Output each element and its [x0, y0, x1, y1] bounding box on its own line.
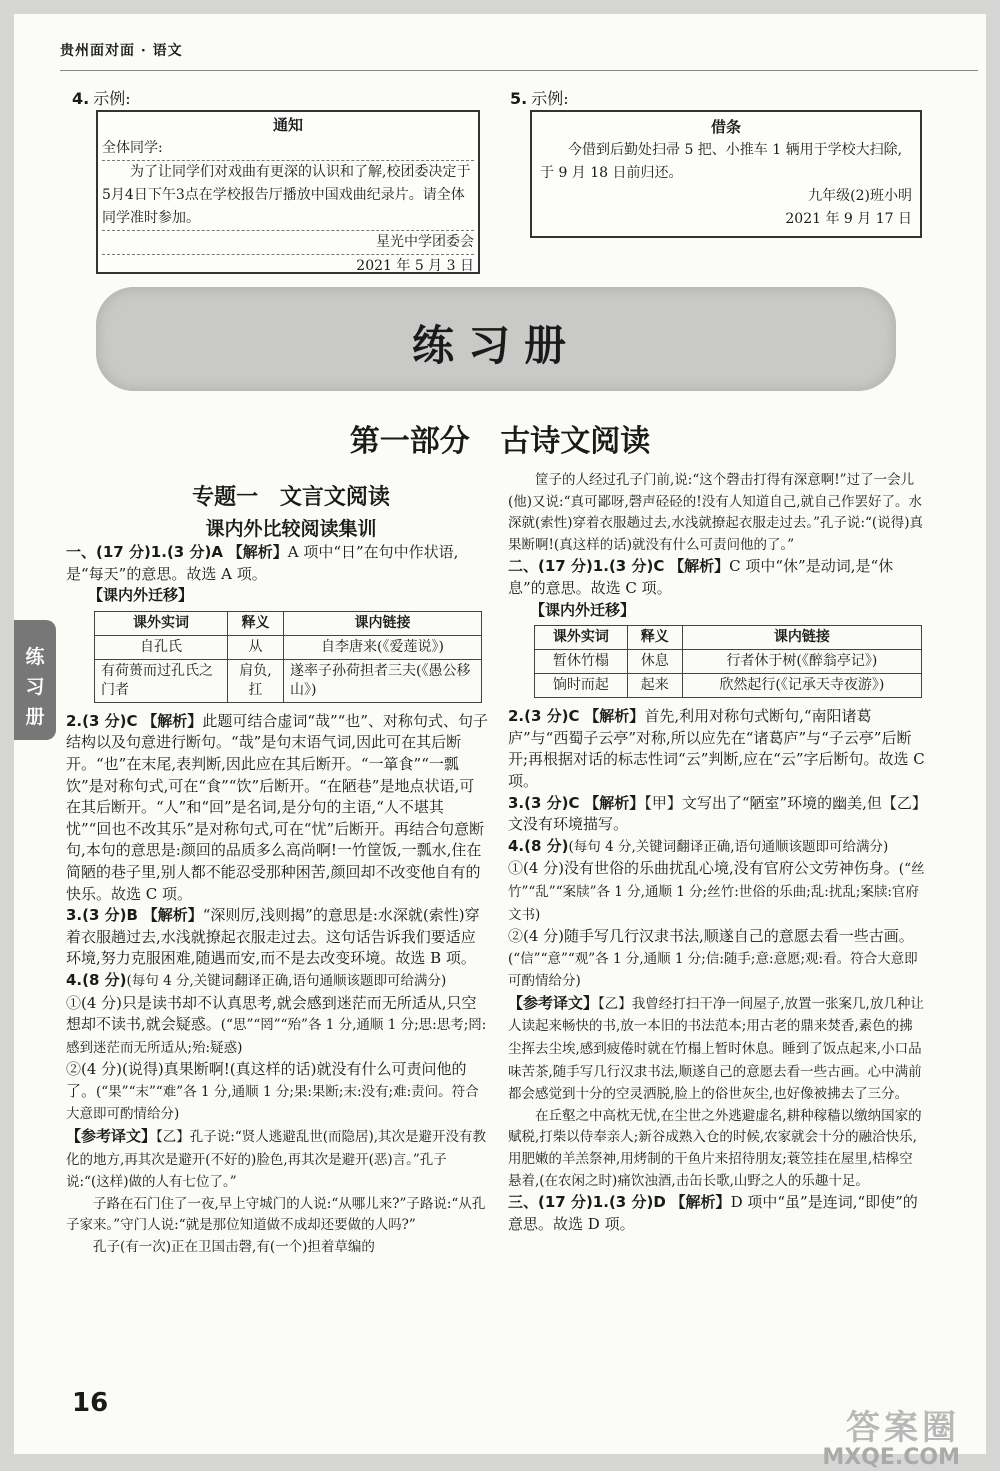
q4-a1-note: (“思”“罔”“殆”各 1 分,通顺 1 分;思:思考;罔:感到迷茫而无所适从;殆:疑惑): [66, 1017, 487, 1056]
iou-box: [530, 110, 922, 238]
notice-salutation: 全体同学:: [102, 137, 474, 161]
table-cell: 遂率子孙荷担者三夫(《愚公移山》): [284, 659, 482, 702]
table-header: 释义: [627, 626, 682, 650]
banner-title: 练习册: [411, 321, 580, 370]
transfer2-table: [534, 625, 922, 698]
side-tab: [14, 620, 56, 740]
table-cell: 自李唐来(《爱莲说》): [284, 635, 482, 659]
reference-text: 【乙】我曾经打扫干净一间屋子,放置一张案几,放几种让人读起来畅快的书,放一本旧的书法范本;用古老的鼎来焚香,素色的拂尘挥去尘埃,感到疲倦时就在竹榻上暂时休息。睡到了饭点起来,小口品味苦茶,随手写几行汉隶书法,顺遂自己的意愿去看一些古画。心中满前都会感觉到十分的空灵洒脱,脸上的俗世灰尘,也好像被拂去了三分。: [508, 995, 924, 1103]
q1-tag: 【解析】: [227, 543, 288, 561]
watermark: [822, 1400, 960, 1470]
q3-1-tag: 【解析】: [670, 1193, 731, 1212]
q2-4-reference: [508, 993, 926, 1106]
table-header: 课外实词: [535, 626, 628, 650]
watermark-line2: MXQE.COM: [822, 1445, 960, 1470]
q4-answer: [66, 970, 488, 993]
table-cell: 暂休竹榻: [535, 650, 628, 674]
transfer2-tag: 【课内外迁移】: [530, 600, 636, 619]
q4-reference: [66, 1126, 488, 1194]
table-cell: 欣然起行(《记承天寺夜游》): [682, 674, 921, 698]
q2-3-text: 【甲】文写出了“陋室”环境的幽美,但【乙】文没有环境描写。: [508, 793, 920, 834]
reference-continuation: 筐子的人经过孔子门前,说:“这个磬击打得有深意啊!”过了一会儿(他)又说:“真可鄙呀,磬声硁硁的!没有人知道自己,就自己作罢好了。水深就(索性)穿着衣服趟过去,水浅就撩起衣服走过去。”孔子说:“(说得)真果断啊!(真这样的话)就没有什么可责问他的了。”: [508, 472, 923, 553]
q2-4-note: (每句 4 分,关键词翻译正确,语句通顺该题即可给满分): [568, 838, 889, 855]
sub-title: 课内外比较阅读集训: [205, 518, 377, 540]
section-banner: [96, 287, 896, 391]
notice-title: 通知: [272, 116, 303, 134]
iou-signer: 九年级(2)班小明: [808, 188, 912, 204]
notice-signer: 星光中学团委会: [102, 231, 474, 255]
table-cell: 从: [228, 635, 284, 659]
q1-head: 一、(17 分)1.(3 分)A: [66, 543, 223, 561]
iou-title: 借条: [710, 118, 741, 136]
table-cell: 有荷蒉而过孔氏之门者: [95, 659, 228, 702]
example-4-number: 4.: [72, 89, 90, 108]
reference-tag: 【参考译文】: [66, 1127, 157, 1146]
table-cell: 肩负,扛: [228, 659, 284, 702]
page-number: 16: [72, 1388, 109, 1418]
q2-tag: 【解析】: [142, 711, 203, 730]
q2-4-a1-note: (“丝竹”“乱”“案牍”各 1 分,通顺 1 分;丝竹:世俗的乐曲;乱:扰乱;案牍:官府文书): [508, 861, 925, 923]
reference-tag: 【参考译文】: [508, 993, 599, 1012]
q4-a2-text: ②(4 分)(说得)真果断啊!(真这样的话)就没有什么可责问他的了。: [66, 1060, 467, 1100]
header-divider: [60, 70, 978, 71]
q4-a2: [66, 1059, 488, 1126]
table-cell: 休息: [627, 650, 682, 674]
q2-4-a2: [508, 926, 926, 993]
q2-1-head: 二、(17 分)1.(3 分)C: [508, 557, 665, 576]
q3-1-text: D 项中“虽”是连词,“即使”的意思。故选 D 项。: [508, 1193, 918, 1233]
q2-3-head: 3.(3 分)C: [508, 793, 580, 812]
transfer1-table: [94, 611, 482, 703]
q2-3-answer: [508, 793, 926, 836]
table-row: [535, 674, 922, 698]
iou-date: 2021 年 9 月 17 日: [785, 211, 912, 227]
q2-head: 2.(3 分)C: [66, 711, 138, 730]
table-header-row: [95, 611, 482, 635]
topic-title: 专题一 文言文阅读: [192, 485, 390, 510]
q3-1-answer: [508, 1192, 926, 1235]
q2-4-a1: [508, 858, 926, 926]
q2-4-head: 4.(8 分): [508, 836, 569, 855]
q2-1-text: C 项中“休”是动词,是“休息”的意思。故选 C 项。: [508, 557, 894, 597]
reference-text: 【乙】孔子说:“贤人逃避乱世(而隐居),其次是避开没有教化的地方,再其次是避开(不好的)脸色,再其次是避开(恶)言。”孔子说:“(这样)做的人有七位了。”: [66, 1129, 487, 1191]
q3-1-head: 三、(17 分)1.(3 分)D: [508, 1193, 666, 1212]
table-header: 课内链接: [284, 611, 482, 635]
table-header-row: [535, 626, 922, 650]
q1-answer: [66, 542, 488, 585]
q2-4-answer: [508, 836, 926, 859]
q1-text: A 项中“日”在句中作状语,是“每天”的意思。故选 A 项。: [66, 543, 459, 583]
q3-tag: 【解析】: [142, 906, 203, 925]
table-cell: 起来: [627, 674, 682, 698]
table-cell: 行者休于树(《醉翁亭记》): [682, 650, 921, 674]
table-header: 释义: [228, 611, 284, 635]
q4-a1: [66, 993, 488, 1060]
q2-4-a2-note: (“信”“意”“观”各 1 分,通顺 1 分;信:随手;意:意愿;观:看。符合大意即可酌情给分): [508, 950, 918, 990]
q3-answer: [66, 905, 488, 970]
q2-3-tag: 【解析】: [584, 793, 645, 812]
table-cell: 饷时而起: [535, 674, 628, 698]
table-row: [535, 650, 922, 674]
q2-4-a1-text: ①(4 分)没有世俗的乐曲扰乱心境,没有官府公文劳神伤身。: [508, 859, 899, 878]
example-4-label: [72, 86, 131, 109]
table-row: [95, 635, 482, 659]
q3-head: 3.(3 分)B: [66, 906, 138, 925]
reference-paragraph: 子路在石门住了一夜,早上守城门的人说:“从哪儿来?”子路说:“从孔子家来。”守门人说:“就是那位知道做不成却还要做的人吗?”: [66, 1195, 486, 1234]
table-cell: 自孔氏: [95, 635, 228, 659]
running-header: 贵州面对面 · 语文: [60, 43, 183, 59]
right-column: [508, 470, 926, 1235]
q2-2-text: 首先,利用对称句式断句,“南阳诸葛庐”与“西蜀子云亭”对称,所以应先在“诸葛庐”与“子云亭”后断开;再根据对话的标志性词“云”判断,应在“云”字后断句。故选 C 项。: [508, 707, 925, 790]
example-5-text: 示例:: [531, 89, 569, 108]
table-row: [95, 659, 482, 702]
q4-a2-note: (“果”“末”“难”各 1 分,通顺 1 分;果:果断;末:没有;难:责问。符合大意即可酌情给分): [66, 1083, 479, 1123]
table-header: 课外实词: [95, 611, 228, 635]
example-5-label: [510, 86, 569, 109]
example-4-text: 示例:: [93, 89, 131, 108]
reference-paragraph: 在丘壑之中高枕无忧,在尘世之外逃避虚名,耕种稼穑以缴纳国家的赋税,打柴以侍奉亲人;新谷成熟入仓的时候,农家就会十分的融洽快乐,用肥嫩的羊羔祭神,用烤制的干鱼片来招待朋友;蓑笠挂在屋里,桔槔空悬着,(在农闲之时)痛饮浊酒,击缶长歌,山野之人的乐趣十足。: [508, 1107, 922, 1189]
table-header: 课内链接: [682, 626, 921, 650]
example-5-number: 5.: [510, 89, 528, 108]
q2-1-tag: 【解析】: [669, 557, 730, 576]
q2-2-tag: 【解析】: [584, 707, 645, 726]
watermark-line1: 答案圈: [846, 1408, 960, 1448]
q4-note: (每句 4 分,关键词翻译正确,语句通顺该题即可给满分): [126, 972, 447, 989]
q2-2-head: 2.(3 分)C: [508, 707, 580, 726]
q2-answer: [66, 711, 488, 905]
side-tab-label: 练习册: [25, 646, 45, 728]
notice-date: 2021 年 5 月 3 日: [356, 258, 474, 274]
q4-a1-text: ①(4 分)只是读书却不认真思考,就会感到迷茫而无所适从,只空想却不读书,就会疑惑。: [66, 993, 477, 1034]
left-column: [66, 542, 488, 1259]
notice-box: [96, 110, 480, 274]
q2-text: 此题可结合虚词“哉”“也”、对称句式、句子结构以及句意进行断句。“哉”是句末语气词,因此可在其后断开。“也”在末尾,表判断,因此应在其后断开。“一箪食”“一瓢饮”是对称句式,可在“食”“饮”后断开。“在陋巷”是地点状语,可在其后断开。“人”和“回”是名词,是分句的主语,“人不堪其忧”“回也不改其乐”是对称句式,可在“忧”后断开。再结合句意断句,本句的意思是:颜回的品质多么高尚啊!一竹筐饭,一瓢水,住在简陋的巷子里,别人都不能忍受那种困苦,颜回却不改变他自有的快乐。故选 C 项。: [66, 711, 488, 903]
q2-4-a2-text: ②(4 分)随手写几行汉隶书法,顺遂自己的意愿去看一些古画。: [508, 927, 914, 946]
notice-body: 为了让同学们对戏曲有更深的认识和了解,校团委决定于5月4日下午3点在学校报告厅播放中国戏曲纪录片。请全体同学准时参加。: [102, 161, 474, 231]
q2-2-answer: [508, 706, 926, 792]
reference-paragraph: 孔子(有一次)正在卫国击磬,有(一个)担着草编的: [93, 1239, 375, 1256]
part-title: 第一部分 古诗文阅读: [349, 424, 651, 459]
transfer1-tag: 【课内外迁移】: [88, 586, 194, 605]
q4-head: 4.(8 分): [66, 970, 127, 989]
iou-body: 今借到后勤处扫帚 5 把、小推车 1 辆用于学校大扫除,于 9 月 18 日前归还。: [540, 142, 903, 181]
q3-text: “深则厉,浅则揭”的意思是:水深就(索性)穿着衣服趟过去,水浅就撩起衣服走过去。这句话告诉我们要适应环境,努力克服困难,随遇而安,而不是去改变环境。故选 B 项。: [66, 906, 480, 968]
q2-1-answer: [508, 556, 926, 599]
